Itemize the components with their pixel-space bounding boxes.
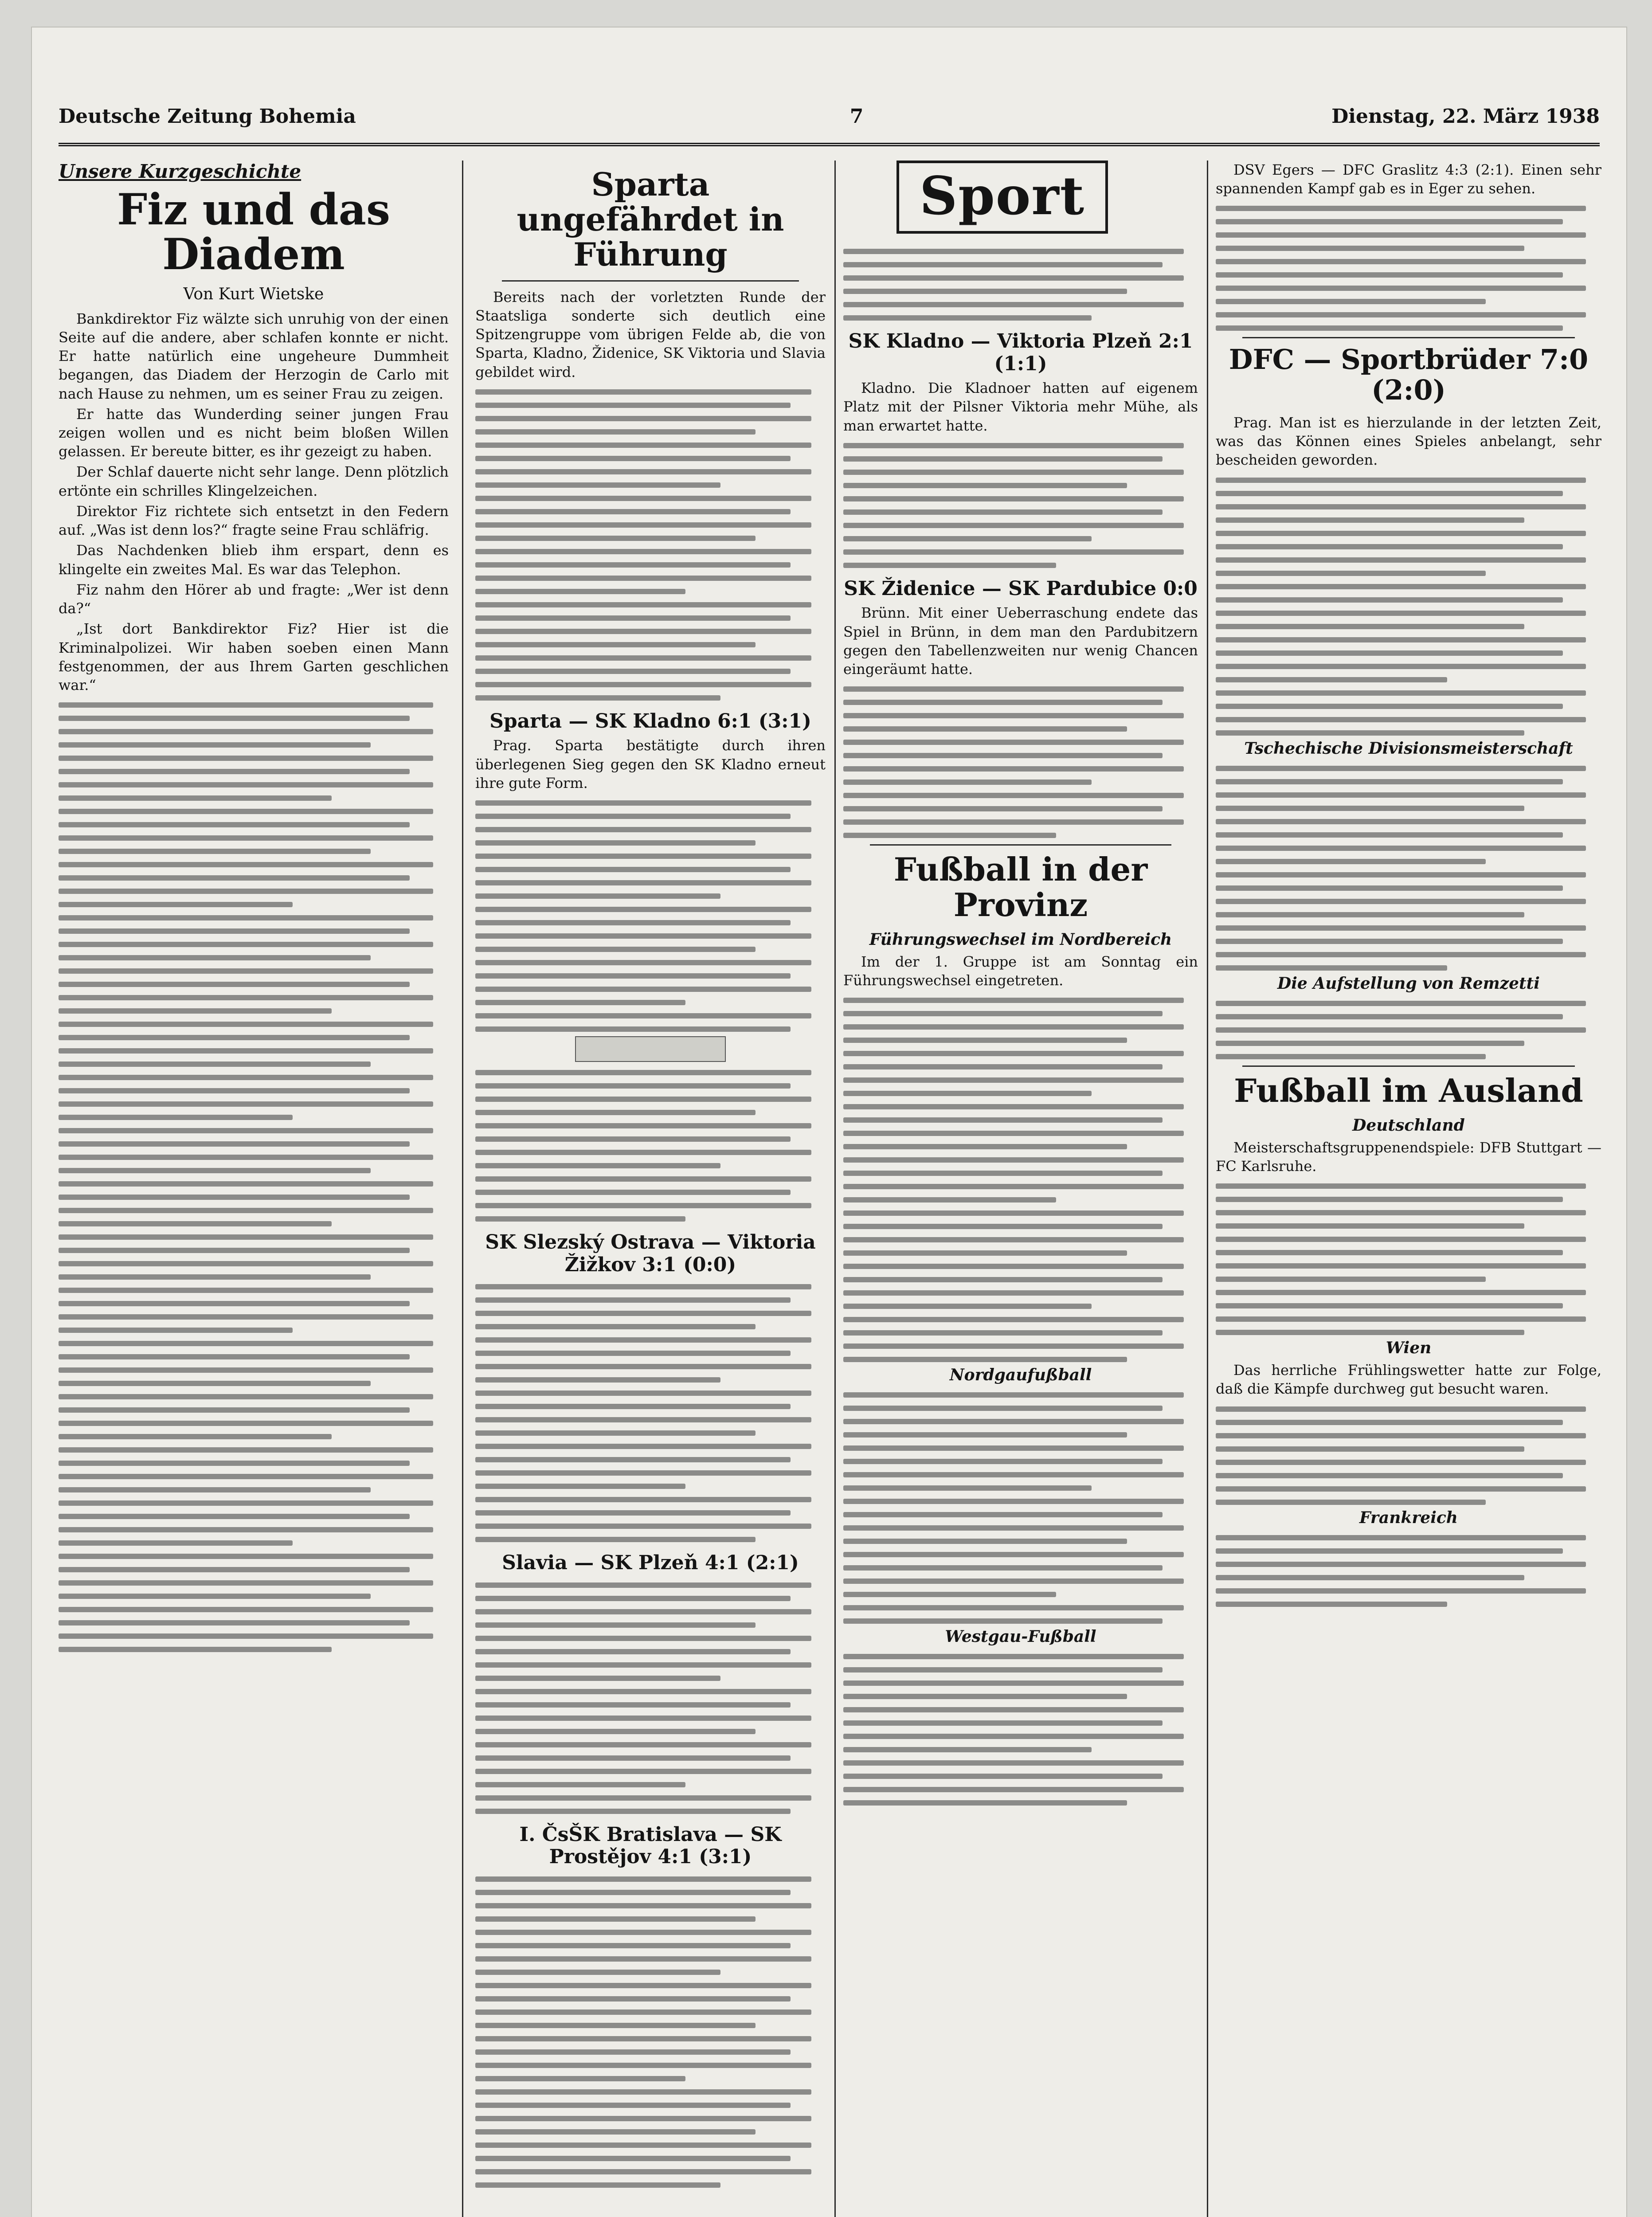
text-block-placeholder [475, 1284, 826, 1542]
column-divider [1207, 161, 1208, 2217]
story-byline: Von Kurt Wietske [183, 285, 324, 303]
text-block-placeholder [843, 686, 1198, 838]
match-subheading: Sparta — SK Kladno 6:1 (3:1) [489, 709, 811, 732]
text-block-placeholder [1216, 766, 1601, 971]
sport-section-banner: Sport [896, 161, 1108, 234]
story-paragraph: Direktor Fiz richtete sich entsetzt in den Federn auf. „Was ist denn los?“ fragte seine Frau schläfrig. [59, 502, 449, 539]
story-paragraph: Der Schlaf dauerte nicht sehr lange. Denn plötzlich ertönte ein schrilles Klingelzeichen. [59, 463, 449, 499]
story-title: Fiz und das Diadem [117, 184, 391, 279]
column-divider [462, 161, 463, 2217]
article-headline: Sparta ungefährdet in Führung [517, 165, 784, 274]
match-subheading: SK Židenice — SK Pardubice 0:0 [844, 577, 1198, 600]
article-subheading: Wien [1386, 1339, 1432, 1358]
article-headline: Fußball im Ausland [1234, 1071, 1583, 1109]
text-block-placeholder [59, 702, 449, 1652]
match-subheading: SK Kladno — Viktoria Plzeň 2:1 (1:1) [848, 330, 1193, 375]
story-paragraph: Das Nachdenken blieb ihm erspart, denn es klingelte ein zweites Mal. Es war das Telephon. [59, 542, 449, 578]
masthead-title: Deutsche Zeitung Bohemia [59, 105, 356, 128]
divider [1242, 1065, 1575, 1067]
page-number: 7 [849, 105, 864, 128]
article-subheading: Deutschland [1352, 1116, 1465, 1135]
story-paragraph: Bankdirektor Fiz wälzte sich unruhig von der einen Seite auf die andere, aber schlafen konnte er nicht. Er hatte natürlich eine ungeheure Dummheit begangen, das Diadem der Herzogin de Carlo mit nach Hause zu nehmen, um es seiner Frau zu zeigen. [59, 310, 449, 402]
story-column [59, 161, 449, 2217]
article-subheading: Tschechische Divisionsmeisterschaft [1244, 739, 1573, 758]
text-block-placeholder [843, 998, 1198, 1362]
issue-date: Dienstag, 22. März 1938 [1331, 105, 1600, 128]
text-block-placeholder [843, 1392, 1198, 1624]
text-block-placeholder [1216, 1535, 1601, 1607]
column-divider [834, 161, 836, 2217]
text-block-placeholder [1216, 1406, 1601, 1505]
text-block-placeholder [475, 1070, 826, 1222]
text-block-placeholder [475, 1876, 826, 2188]
text-block-placeholder [843, 1654, 1198, 1806]
article-paragraph: Prag. Sparta bestätigte durch ihren überlegenen Sieg gegen den SK Kladno erneut ihre gute Form. [475, 737, 826, 791]
article-subheading: Führungswechsel im Nordbereich [869, 930, 1172, 949]
article-paragraph: Kladno. Die Kladnoer hatten auf eigenem Platz mit der Pilsner Viktoria mehr Mühe, als man erwartet hatte. [843, 380, 1198, 434]
article-subheading: Westgau-Fußball [945, 1627, 1096, 1646]
divider [502, 280, 799, 282]
story-paragraph: „Ist dort Bankdirektor Fiz? Hier ist die Kriminalpolizei. Wir haben soeben einen Mann festgenommen, der aus Ihrem Garten geschlichen war.“ [59, 620, 449, 694]
header-rule [59, 143, 1600, 146]
match-subheading: SK Slezský Ostrava — Viktoria Žižkov 3:1 (0:0) [485, 1231, 816, 1276]
article-paragraph: Meisterschaftsgruppenendspiele: DFB Stuttgart — FC Karlsruhe. [1216, 1139, 1601, 1175]
divider [870, 844, 1171, 846]
article-paragraph: Prag. Man ist es hierzulande in der letzten Zeit, was das Können eines Spieles anbelangt, sehr bescheiden geworden. [1216, 414, 1601, 469]
library-stamp [575, 1036, 726, 1062]
divider [1242, 337, 1575, 338]
text-block-placeholder [475, 800, 826, 1032]
article-paragraph: Bereits nach der vorletzten Runde der Staatsliga sonderte sich deutlich eine Spitzengruppe vom übrigen Felde ab, die von Sparta, Kladno, Židenice, SK Viktoria und Slavia gebildet wird. [475, 288, 826, 380]
text-block-placeholder [843, 443, 1198, 568]
article-subheading: Die Aufstellung von Remzetti [1277, 974, 1540, 993]
text-block-placeholder [1216, 1001, 1601, 1059]
newspaper-page [31, 27, 1627, 2217]
text-block-placeholder [475, 1582, 826, 1814]
match-subheading: Slavia — SK Plzeň 4:1 (2:1) [502, 1551, 799, 1575]
article-subheading: Frankreich [1359, 1508, 1458, 1527]
article-paragraph: Brünn. Mit einer Ueberraschung endete das Spiel in Brünn, in dem man den Pardubitzern gegen den Tabellenzweiten nur wenig Chancen eingeräumt hatte. [843, 604, 1198, 678]
text-block-placeholder [843, 249, 1198, 321]
article-paragraph: Das herrliche Frühlingswetter hatte zur Folge, daß die Kämpfe durchweg gut besucht waren. [1216, 1362, 1601, 1398]
text-block-placeholder [1216, 206, 1601, 331]
story-paragraph: Fiz nahm den Hörer ab und fragte: „Wer ist denn da?“ [59, 581, 449, 617]
league-column [475, 161, 826, 2217]
story-paragraph: Er hatte das Wunderding seiner jungen Frau zeigen wollen und es nicht beim bloßen Willen gelassen. Er bereute bitter, es ihr gezeigt zu haben. [59, 405, 449, 460]
article-paragraph: DSV Egers — DFC Graslitz 4:3 (2:1). Einen sehr spannenden Kampf gab es in Eger zu sehen. [1216, 161, 1601, 197]
article-headline: Fußball in der Provinz [893, 850, 1148, 924]
results-column [1216, 161, 1601, 2217]
text-block-placeholder [475, 389, 826, 701]
article-paragraph: Im der 1. Gruppe ist am Sonntag ein Führungswechsel eingetreten. [843, 953, 1198, 989]
match-subheading: I. ČsŠK Bratislava — SK Prostějov 4:1 (3:1) [519, 1823, 782, 1868]
sport-column [843, 161, 1198, 2217]
article-headline: DFC — Sportbrüder 7:0 (2:0) [1229, 343, 1589, 406]
article-subheading: Nordgaufußball [949, 1366, 1092, 1385]
text-block-placeholder [1216, 478, 1601, 736]
text-block-placeholder [1216, 1183, 1601, 1335]
section-label: Unsere Kurzgeschichte [59, 161, 301, 182]
